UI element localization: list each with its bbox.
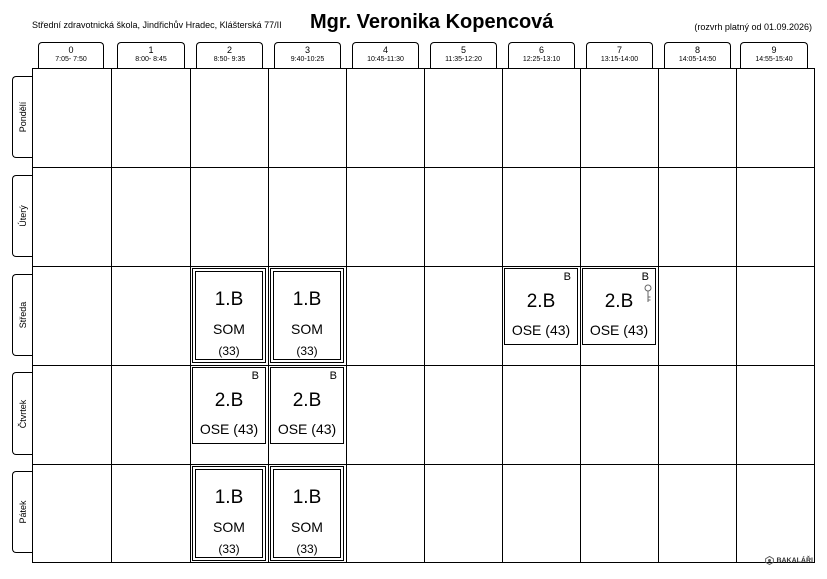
lesson-group: B — [251, 370, 259, 382]
lesson-subject-text: OSE — [589, 322, 620, 338]
lesson-class: 2.B — [292, 390, 322, 411]
period-tab — [740, 42, 808, 69]
lesson-card[interactable] — [192, 466, 266, 561]
period-time: 14:55-15:40 — [755, 56, 793, 63]
lesson-class: 1.B — [214, 289, 244, 310]
day-tab — [12, 372, 33, 455]
period-tab — [196, 42, 263, 69]
period-tab — [586, 42, 653, 69]
period-number: 1 — [148, 45, 154, 55]
lesson-class: 1.B — [214, 487, 244, 508]
grid-column-line — [346, 68, 347, 563]
period-tab — [38, 42, 104, 69]
grid-column-line — [424, 68, 425, 563]
period-time: 8:00- 8:45 — [135, 56, 167, 63]
grid-column-line — [190, 68, 191, 563]
period-number: 0 — [68, 45, 74, 55]
grid-row-line — [32, 464, 815, 465]
day-label: Pátek — [18, 500, 28, 524]
grid-row-line — [32, 365, 815, 366]
school-name: Střední zdravotnická škola, Jindřichův Hradec, Klášterská 77/II — [32, 20, 282, 30]
lesson-subject — [583, 322, 655, 338]
grid-column-line — [580, 68, 581, 563]
grid-column-line — [111, 68, 112, 563]
lesson-class: 1.B — [292, 487, 322, 508]
lesson-card[interactable] — [504, 268, 578, 345]
period-tab — [352, 42, 419, 69]
lesson-card[interactable] — [270, 268, 344, 363]
lesson-subject: SOM — [213, 321, 245, 337]
lesson-subject: SOM — [213, 519, 245, 535]
lesson-card[interactable] — [192, 268, 266, 363]
bakalari-logo-icon — [765, 556, 774, 565]
lesson-class: 2.B — [604, 291, 634, 312]
period-tab — [117, 42, 185, 69]
lesson-class: 2.B — [214, 390, 244, 411]
lesson-subject — [271, 421, 343, 437]
period-time: 9:40-10:25 — [290, 56, 325, 63]
grid-column-line — [658, 68, 659, 563]
period-number: 3 — [304, 45, 310, 55]
period-time: 7:05- 7:50 — [55, 56, 87, 63]
lesson-room: (43) — [545, 322, 571, 338]
lesson-room: (33) — [218, 542, 240, 556]
lesson-room: (43) — [233, 421, 259, 437]
day-label: Pondělí — [18, 101, 28, 133]
lesson-subject — [193, 421, 265, 437]
lesson-room: (33) — [296, 542, 318, 556]
day-tab — [12, 274, 33, 356]
grid-column-line — [502, 68, 503, 563]
lesson-class: 1.B — [292, 289, 322, 310]
lesson-room: (43) — [311, 421, 337, 437]
day-label: Úterý — [18, 205, 28, 227]
lesson-class: 2.B — [526, 291, 556, 312]
period-tab — [274, 42, 341, 69]
day-tab — [12, 175, 33, 257]
period-tab — [508, 42, 575, 69]
lesson-card[interactable] — [192, 367, 266, 444]
period-number: 9 — [771, 45, 777, 55]
lesson-group: B — [329, 370, 337, 382]
period-number: 6 — [538, 45, 544, 55]
teacher-name: Mgr. Veronika Kopencová — [310, 11, 554, 33]
period-number: 5 — [460, 45, 466, 55]
period-tab — [430, 42, 497, 69]
lesson-card[interactable] — [270, 367, 344, 444]
period-tab — [664, 42, 731, 69]
grid-row-line — [32, 167, 815, 168]
period-number: 8 — [694, 45, 700, 55]
logo-text: BAKALÁŘI — [776, 557, 813, 565]
period-time: 8:50- 9:35 — [213, 56, 246, 63]
lesson-card[interactable] — [582, 268, 656, 345]
day-label: Čtvrtek — [18, 399, 28, 428]
period-number: 7 — [616, 45, 622, 55]
lesson-subject — [505, 322, 577, 338]
period-time: 10:45-11:30 — [367, 56, 404, 63]
grid-column-line — [736, 68, 737, 563]
lesson-subject-text: OSE — [277, 421, 308, 437]
day-tab — [12, 76, 33, 158]
lesson-subject: SOM — [291, 519, 323, 535]
lesson-room: (33) — [296, 344, 318, 358]
grid-row-line — [32, 266, 815, 267]
valid-from: (rozvrh platný od 01.09.2026) — [694, 22, 812, 32]
period-number: 4 — [382, 45, 388, 55]
lesson-group: B — [563, 271, 571, 283]
lesson-room: (33) — [218, 344, 240, 358]
lesson-group: B — [641, 271, 649, 283]
day-tab — [12, 471, 33, 553]
lesson-subject-text: OSE — [511, 322, 542, 338]
lesson-subject-text: OSE — [199, 421, 230, 437]
period-time: 12:25-13:10 — [522, 56, 561, 63]
lesson-room: (43) — [623, 322, 649, 338]
period-time: 13:15-14:00 — [600, 56, 639, 63]
period-time: 11:35-12:20 — [445, 56, 482, 63]
period-time: 14:05-14:50 — [678, 56, 717, 63]
lesson-card[interactable] — [270, 466, 344, 561]
day-label: Středa — [18, 301, 28, 329]
lesson-subject: SOM — [291, 321, 323, 337]
period-number: 2 — [226, 45, 232, 55]
grid-column-line — [268, 68, 269, 563]
bakalari-logo — [765, 556, 813, 565]
